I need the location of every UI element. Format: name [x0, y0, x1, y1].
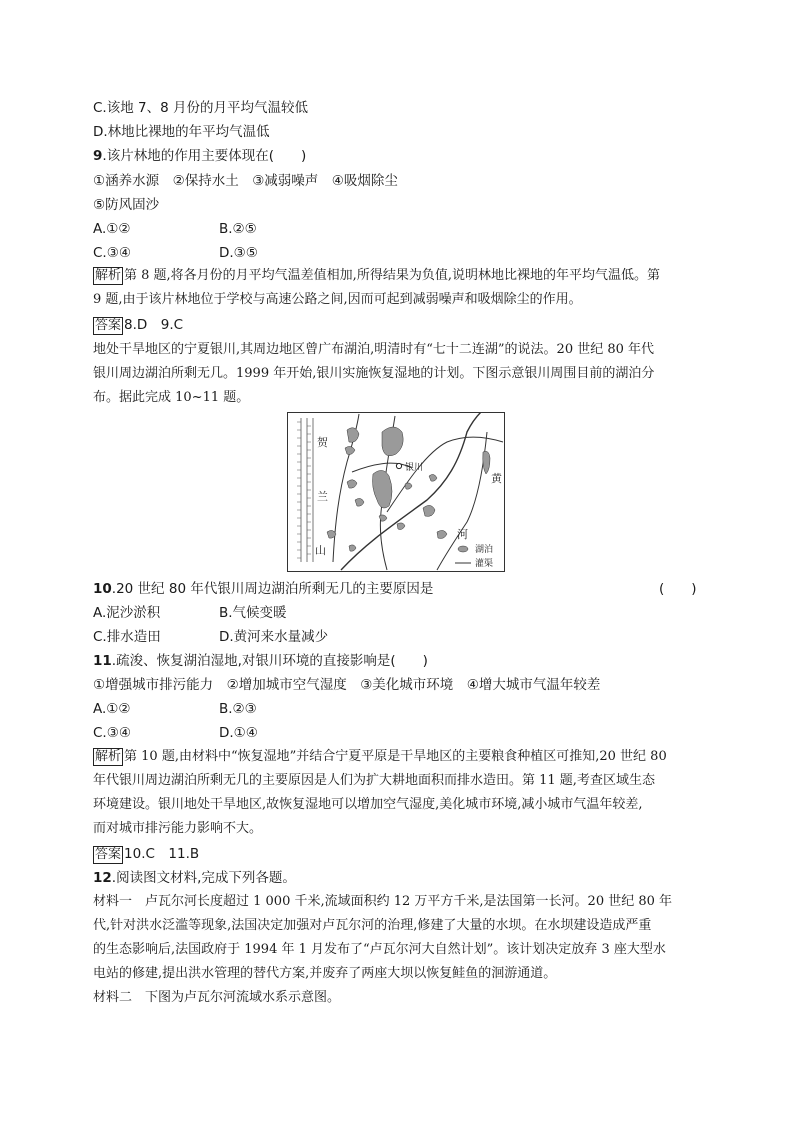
answer-2-text: 10.C 11.B — [124, 846, 200, 862]
q8-option-d: D.林地比裸地的年平均气温低 — [93, 124, 270, 140]
q10-option-d: D.黄河来水量减少 — [219, 629, 329, 645]
q11-option-b: B.②③ — [219, 701, 257, 717]
analysis-2-text-1: 第 10 题,由材料中“恢复湿地”并结合宁夏平原是干旱地区的主要粮食种植区可推知,20 世纪 80 — [124, 749, 667, 764]
river-char-1: 黄 — [491, 472, 502, 485]
city-label: 银川 — [405, 463, 424, 473]
analysis-tag: 解析 — [95, 268, 122, 283]
q12-stem-text: .阅读图文材料,完成下列各题。 — [111, 870, 296, 886]
q10-option-c: C.排水造田 — [93, 629, 161, 645]
analysis-1-text-1: 第 8 题,将各月份的月平均气温差值相加,所得结果为负值,说明林地比裸地的年平均气温低。第 — [124, 268, 660, 283]
q12-material-2: 材料二 下图为卢瓦尔河流域水系示意图。 — [93, 990, 341, 1005]
q9-option-a: A.①② — [93, 221, 131, 237]
material-line-2: 银川周边湖泊所剩无几。1999 年开始,银川实施恢复湿地的计划。下图示意银川周围目前的湖泊分 — [93, 366, 655, 381]
q10-option-b: B.气候变暖 — [219, 605, 287, 621]
q12-material-1-line-2: 代,针对洪水泛滥等现象,法国决定加强对卢瓦尔河的治理,修建了大量的水坝。在水坝建设造成严重 — [93, 918, 652, 933]
q11-option-c: C.③④ — [93, 725, 131, 741]
analysis-2-line-4: 而对城市排污能力影响不大。 — [93, 821, 263, 836]
analysis-1-line-1 — [93, 266, 660, 286]
answer-1 — [93, 315, 183, 335]
analysis-1-line-2: 9 题,由于该片林地位于学校与高速公路之间,因而可起到减弱噪声和吸烟除尘的作用。 — [93, 292, 582, 307]
yinchuan-lake-map — [287, 412, 505, 572]
q9-items-2: ⑤防风固沙 — [93, 197, 160, 213]
answer-tag-2: 答案 — [95, 847, 122, 862]
q12-material-1-line-3: 的生态影响后,法国政府于 1994 年 1 月发布了“卢瓦尔河大自然计划”。该计划决定放弃 3 座大型水 — [93, 942, 666, 957]
q11-stem-text: .疏浚、恢复湖泊湿地,对银川环境的直接影响是( ) — [111, 653, 428, 669]
mountain-char-3: 山 — [315, 544, 326, 557]
analysis-tag-2: 解析 — [95, 749, 122, 764]
answer-1-text: 8.D 9.C — [124, 317, 184, 333]
q9-stem-text: .该片林地的作用主要体现在( ) — [102, 148, 307, 164]
q9-items: ①涵养水源 ②保持水土 ③减弱噪声 ④吸烟除尘 — [93, 173, 398, 189]
q10-stem-text: .20 世纪 80 年代银川周边湖泊所剩无几的主要原因是 — [111, 581, 434, 597]
q10-option-a: A.泥沙淤积 — [93, 605, 161, 621]
q9-option-c: C.③④ — [93, 245, 131, 261]
q12-material-1-line-4: 电站的修建,提出洪水管理的替代方案,并废弃了两座大坝以恢复鲑鱼的洄游通道。 — [93, 966, 557, 981]
material-line-3: 布。据此完成 10~11 题。 — [93, 390, 250, 405]
analysis-2-line-2: 年代银川周边湖泊所剩无几的主要原因是人们为扩大耕地面积而排水造田。第 11 题,考查区域生态 — [93, 773, 655, 788]
analysis-2-line-3: 环境建设。银川地处干旱地区,故恢复湿地可以增加空气湿度,美化城市环境,减小城市气温年较差, — [93, 797, 643, 812]
q10-number: 10 — [93, 581, 112, 597]
mountain-char-2: 兰 — [317, 490, 328, 503]
q11-items: ①增强城市排污能力 ②增加城市空气湿度 ③美化城市环境 ④增大城市气温年较差 — [93, 677, 601, 693]
q11-stem — [93, 651, 428, 671]
q12-material-1-line-1: 材料一 卢瓦尔河长度超过 1 000 千米,流域面积约 12 万平方千米,是法国第一长河。20 世纪 80 年 — [93, 894, 673, 909]
q11-option-d: D.①④ — [219, 725, 258, 741]
legend-lake-label: 湖泊 — [475, 545, 494, 555]
q9-stem — [93, 146, 306, 166]
material-line-1: 地处干旱地区的宁夏银川,其周边地区曾广布湖泊,明清时有“七十二连湖”的说法。20 世纪 80 年代 — [93, 342, 655, 357]
mountain-char-1: 贺 — [317, 436, 328, 449]
q8-option-c: C.该地 7、8 月份的月平均气温较低 — [93, 100, 308, 116]
q9-option-b: B.②⑤ — [219, 221, 257, 237]
q11-number: 11 — [93, 653, 112, 669]
q12-stem — [93, 868, 296, 888]
answer-tag: 答案 — [95, 318, 122, 333]
q9-option-d: D.③⑤ — [219, 245, 258, 261]
legend-lake-swatch — [458, 546, 468, 552]
q10-stem — [93, 579, 433, 599]
legend-canal-label: 灌渠 — [475, 559, 494, 569]
river-char-2: 河 — [457, 528, 468, 541]
answer-2 — [93, 844, 199, 864]
q12-number: 12 — [93, 870, 112, 886]
q10-answer-paren: ( ) — [659, 581, 697, 597]
q9-number: 9 — [93, 148, 103, 164]
analysis-2-line-1 — [93, 747, 667, 767]
q11-option-a: A.①② — [93, 701, 131, 717]
city-marker — [396, 463, 401, 468]
